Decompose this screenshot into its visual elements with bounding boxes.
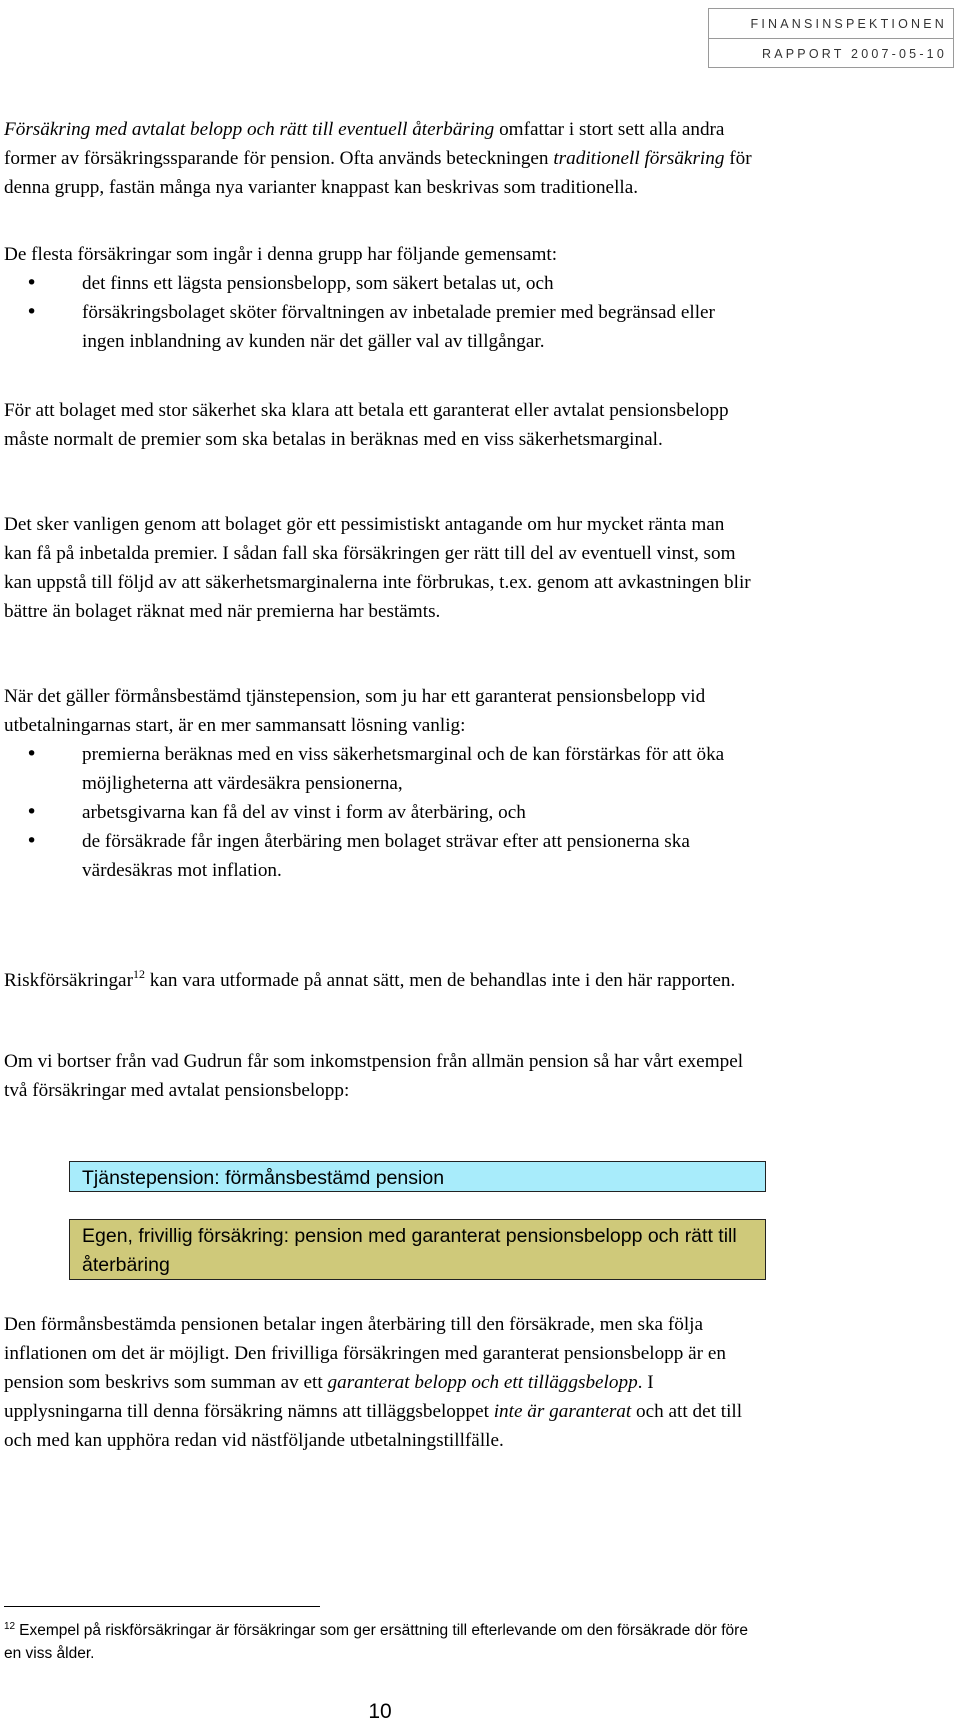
paragraph-traditional-insurance: Försäkring med avtalat belopp och rätt till eventuell återbäring omfattar i stort sett alla andra former av försäkringssparande för pension. Ofta används beteckningen traditionell försäkring för denna grupp, fastän många nya varianter knappast kan beskrivas som traditionella.	[4, 119, 752, 198]
report-header	[708, 8, 954, 68]
paragraph-defined-benefit-intro: När det gäller förmånsbestämd tjänstepension, som ju har ett garanterat pensionsbelopp vid utbetalningarnas start, är en mer sammansatt lösning vanlig:	[4, 686, 706, 736]
paragraph-benefit-comparison: Den förmånsbestämda pensionen betalar ingen återbäring till den försäkrade, men ska följa inflationen om det är möjligt. Den frivilliga försäkringen med garanterat pensionsbelopp är en pension som beskrivs som summan av ett garanterat belopp och ett tilläggsbelopp. I upplysningarna till denna försäkring nämns att tilläggsbeloppet inte är garanterat och att det till och med kan upphöra redan vid nästföljande utbetalningstillfälle.	[4, 1314, 743, 1451]
italic-term: garanterat belopp och ett tilläggsbelopp	[327, 1372, 638, 1393]
italic-term: traditionell försäkring	[553, 148, 725, 169]
bullet-list-common-features	[4, 269, 756, 356]
footnote-separator	[4, 1606, 320, 1607]
bullet-list-defined-benefit	[4, 740, 756, 885]
page-number: 10	[368, 1700, 392, 1723]
paragraph-pessimistic-assumption: Det sker vanligen genom att bolaget gör ett pessimistiskt antagande om hur mycket ränta man kan få på inbetalda premier. I sådan fall ska försäkringen ger rätt till del av eventuell vinst, som kan uppstå till följd av att säkerhetsmarginalerna inte förbrukas, t.ex. genom att avkastningen blir bättre än bolaget räknat med när premierna har bestämts.	[4, 514, 751, 622]
list-item: • försäkringsbolaget sköter förvaltningen av inbetalade premier med begränsad eller ingen inblandning av kunden när det gäller val av tillgångar.	[4, 298, 756, 356]
header-report-date: RAPPORT 2007-05-10	[709, 38, 953, 68]
box-occupational-pension: Tjänstepension: förmånsbestämd pension	[69, 1161, 766, 1192]
list-item: • det finns ett lägsta pensionsbelopp, som säkert betalas ut, och	[4, 269, 756, 298]
italic-term: Försäkring med avtalat belopp och rätt till eventuell återbäring	[4, 119, 495, 140]
paragraph-risk-insurance: Riskförsäkringar$^{12}$ kan vara utformade på annat sätt, men de behandlas inte i den här rapporten.	[4, 967, 736, 991]
paragraph-gudrun-example: Om vi bortser från vad Gudrun får som inkomstpension från allmän pension så har vårt exempel två försäkringar med avtalat pensionsbelopp:	[4, 1051, 744, 1101]
paragraph-common-features-intro: De flesta försäkringar som ingår i denna grupp har följande gemensamt:	[4, 244, 558, 265]
list-item: • premierna beräknas med en viss säkerhetsmarginal och de kan förstärkas för att öka möjligheterna att värdesäkra pensionerna,	[4, 740, 756, 798]
header-org: FINANSINSPEKTIONEN	[750, 17, 947, 31]
footnote	[4, 1615, 756, 1665]
paragraph-safety-margin: För att bolaget med stor säkerhet ska klara att betala ett garanterat eller avtalat pensionsbelopp måste normalt de premier som ska betalas in beräknas med en viss säkerhetsmarginal.	[4, 400, 729, 450]
list-item: • arbetsgivarna kan få del av vinst i form av återbäring, och	[4, 798, 756, 827]
box-voluntary-insurance: Egen, frivillig försäkring: pension med garanterat pensionsbelopp och rätt till återbäring	[69, 1219, 766, 1280]
italic-term: inte är garanterat	[493, 1401, 632, 1422]
list-item: • de försäkrade får ingen återbäring men bolaget strävar efter att pensionerna ska värdesäkras mot inflation.	[4, 827, 756, 885]
footnote-reference[interactable]: 12	[132, 967, 145, 981]
footnote-number: 12	[4, 1621, 16, 1632]
footnote-text: Exempel på riskförsäkringar är försäkringar som ger ersättning till efterlevande om den försäkrade dör före en viss ålder.	[4, 1622, 748, 1662]
